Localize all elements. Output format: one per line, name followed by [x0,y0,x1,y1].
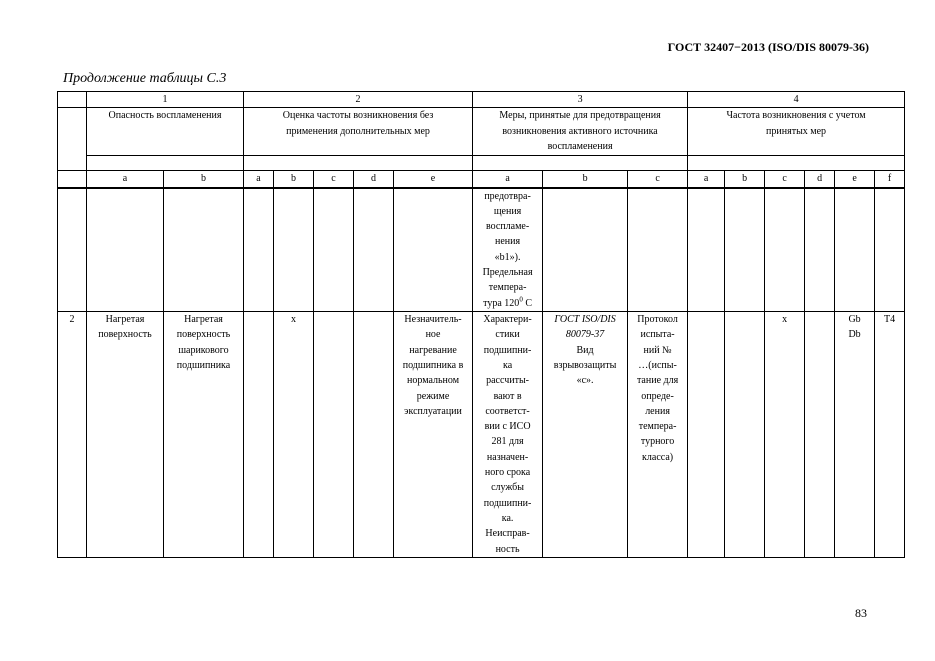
table-cell [274,188,314,312]
group-title: Опасность воспламенения [87,108,244,156]
table-cell [314,312,354,558]
row-number: 2 [58,312,87,558]
document-header: ГОСТ 32407−2013 (ISO/DIS 80079-36) [667,40,869,54]
table-row [58,312,905,558]
table-cell [765,188,805,312]
group-title: Оценка частоты возникновения без применения дополнительных мер [244,108,473,156]
table-cell [725,188,765,312]
standard-reference: ГОСТ ISO/DIS 80079-37 [554,314,616,341]
subcolumn-label: a [473,171,543,188]
frequency-mark: x [765,312,805,558]
table-cell [688,188,725,312]
table-cell [164,188,244,312]
table-cell [543,188,628,312]
subcolumn-label: e [394,171,473,188]
blank-cell [473,156,688,171]
frequency-mark: x [274,312,314,558]
measures-text: предотвра- щения воспламе- нения «b1»). Предельная темпера- тура 120 [482,190,533,309]
group-title: Частота возникновения с учетом принятых мер [688,108,905,156]
table-caption: Продолжение таблицы С.3 [63,71,227,86]
header-row-numbers [58,92,905,108]
group-number: 2 [244,92,473,108]
table-cell [835,188,875,312]
subcolumn-label: c [765,171,805,188]
standard-reference-cell [543,312,628,558]
group-title: Меры, принятые для предотвращения возникновения активного источника воспламенения [473,108,688,156]
header-cell [58,92,87,108]
continuation-table [57,91,905,558]
table-cell [875,188,905,312]
table-cell [628,188,688,312]
measures-text-cell: Характери- стики подшипни- ка рассчиты- вают в соответст- вии с ИСО 281 для назначен- ного срока службы подшипни- ка. Неисправ- ность [473,312,543,558]
subcolumn-label: c [314,171,354,188]
page-number: 83 [855,606,867,620]
subcolumn-label: c [628,171,688,188]
header-cell [58,108,87,171]
subcolumn-label: a [244,171,274,188]
measures-text-cell [473,188,543,312]
test-report-cell: Протокол испыта- ний № …(испы- тание для опреде- ления темпера- турного класса) [628,312,688,558]
subcolumn-label: b [274,171,314,188]
row-number [58,188,87,312]
subcolumn-label: b [543,171,628,188]
subcolumn-label: d [354,171,394,188]
header-row-subcolumns [58,171,905,188]
blank-cell [688,156,905,171]
table-cell [354,188,394,312]
blank-cell [244,156,473,171]
temperature-class-cell: T4 [875,312,905,558]
protection-type: Вид взрывозащиты «с». [553,344,617,387]
subcolumn-label: e [835,171,875,188]
header-cell [58,171,87,188]
frequency-reason-cell: Незначитель- ное нагревание подшипника в нормальном режиме эксплуатации [394,312,473,558]
table-cell [688,312,725,558]
table-cell [314,188,354,312]
header-row-titles [58,108,905,156]
group-number: 1 [87,92,244,108]
group-number: 3 [473,92,688,108]
group-number: 4 [688,92,905,108]
table-cell [805,312,835,558]
measures-text-tail: С [522,297,532,309]
table-cell [244,312,274,558]
subcolumn-label: a [87,171,164,188]
blank-cell [87,156,244,171]
table-cell [805,188,835,312]
ignition-hazard-cell: Нагретая поверхность [87,312,164,558]
subcolumn-label: d [805,171,835,188]
degree-superscript: 0 [519,295,523,304]
header-row-blank [58,156,905,171]
table-cell [354,312,394,558]
table-cell [725,312,765,558]
epl-cell: Gb Db [835,312,875,558]
table-cell [87,188,164,312]
subcolumn-label: b [725,171,765,188]
table-cell [394,188,473,312]
table-cell [244,188,274,312]
ignition-source-cell: Нагретая поверхность шарикового подшипника [164,312,244,558]
table-row [58,188,905,312]
subcolumn-label: b [164,171,244,188]
subcolumn-label: a [688,171,725,188]
subcolumn-label: f [875,171,905,188]
